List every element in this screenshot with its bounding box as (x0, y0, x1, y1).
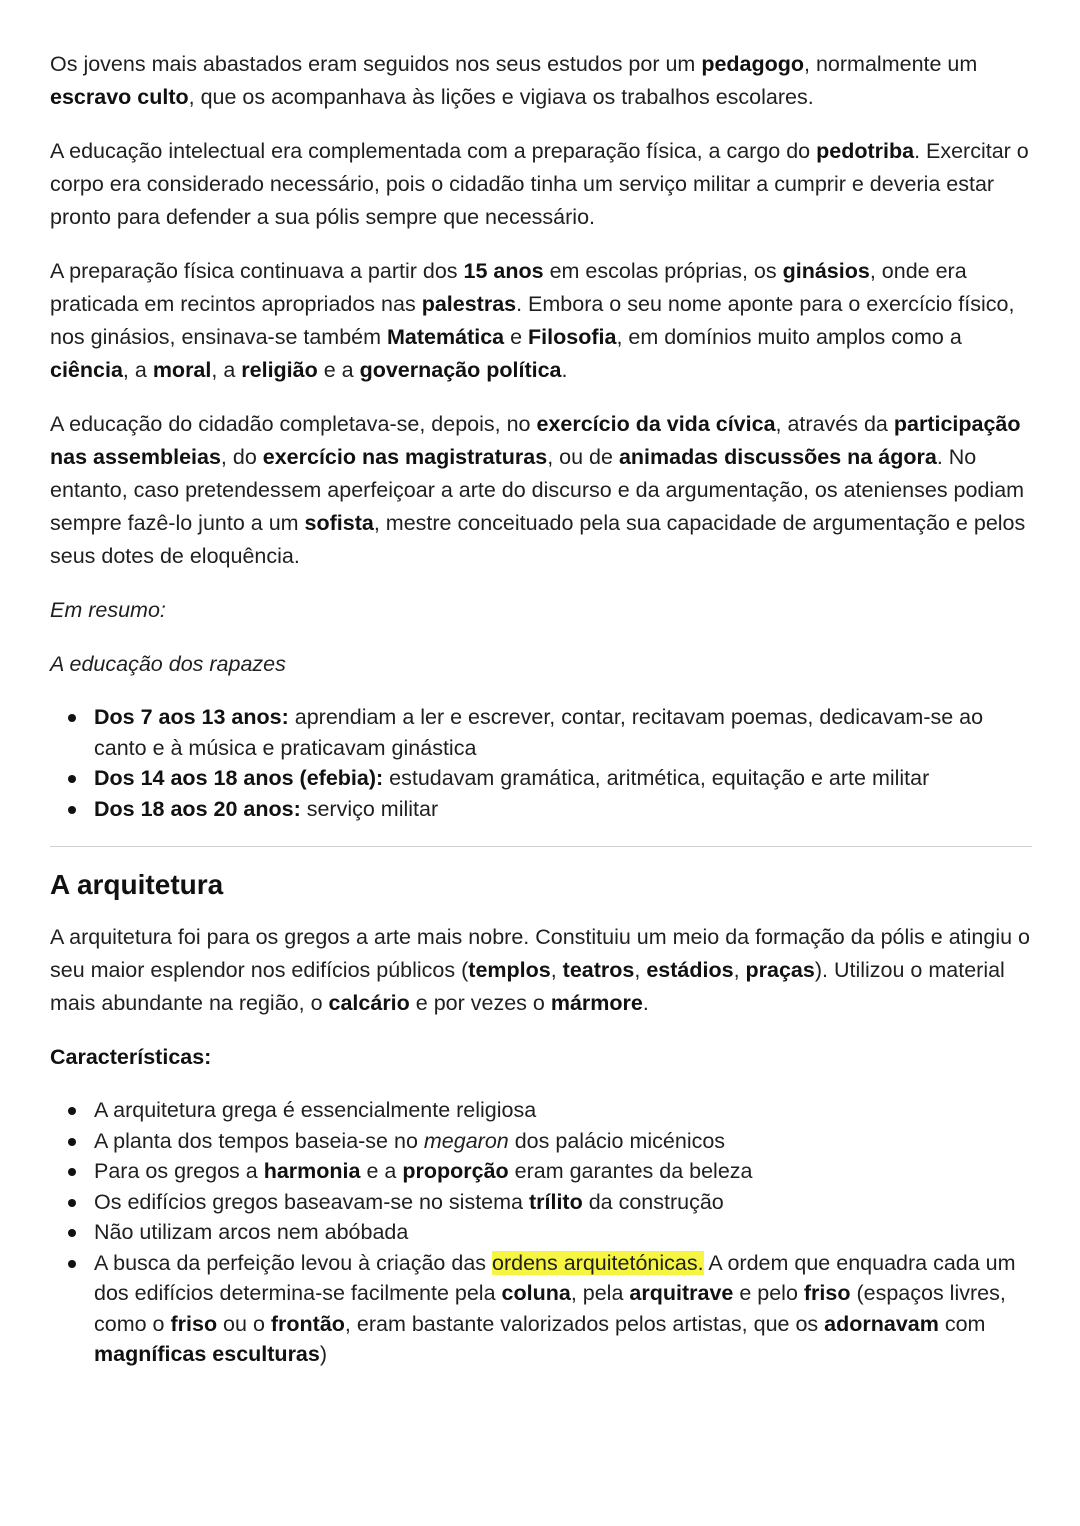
document-page (50, 48, 1032, 1370)
paragraph-pedagogo: Os jovens mais abastados eram seguidos nos seus estudos por um pedagogo, normalmente um escravo culto, que os acompanhava às lições e vigiava os trabalhos escolares. (50, 52, 978, 109)
list-item: A busca da perfeição levou à criação das ordens arquitetónicas. A ordem que enquadra cada um dos edifícios determina-se facilmente pela coluna, pela arquitrave e pelo friso (espaços livres, como o friso ou o frontão, eram bastante valorizados pelos artistas, que os adornavam com magníficas esculturas) (94, 1248, 1032, 1370)
highlighted-text: ordens arquitetónicas. (492, 1250, 704, 1275)
list-item: Dos 14 aos 18 anos (efebia): estudavam gramática, aritmética, equitação e arte militar (94, 763, 1032, 794)
list-item: A arquitetura grega é essencialmente religiosa (94, 1095, 1032, 1126)
section-paragraph: A arquitetura foi para os gregos a arte mais nobre. Constituiu um meio da formação da pólis e atingiu o seu maior esplendor nos edifícios públicos (templos, teatros, estádios, praças). Utilizou o material mais abundante na região, o calcário e por vezes o mármore. (50, 925, 1030, 1015)
paragraph-pedotriba: A educação intelectual era complementada com a preparação física, a cargo do pedotriba. Exercitar o corpo era considerado necessário, pois o cidadão tinha um serviço militar a cumprir e deveria estar pronto para defender a sua pólis sempre que necessário. (50, 139, 1029, 229)
list-item: Dos 18 aos 20 anos: serviço militar (94, 794, 1032, 825)
features-label: Características: (50, 1045, 212, 1069)
paragraph-ginasios: A preparação física continuava a partir dos 15 anos em escolas próprias, os ginásios, onde era praticada em recintos apropriados nas palestras. Embora o seu nome aponte para o exercício físico, nos ginásios, ensinava-se também Matemática e Filosofia, em domínios muito amplos como a ciência, a moral, a religião e a governação política. (50, 259, 1015, 382)
list-item: Os edifícios gregos baseavam-se no sistema trílito da construção (94, 1187, 1032, 1218)
section-title: A arquitetura (50, 869, 224, 900)
list-item: Dos 7 aos 13 anos: aprendiam a ler e escrever, contar, recitavam poemas, dedicavam-se ao canto e à música e praticavam ginástica (94, 702, 1032, 763)
summary-list (50, 702, 1032, 824)
list-item: Para os gregos a harmonia e a proporção eram garantes da beleza (94, 1156, 1032, 1187)
summary-subtitle: A educação dos rapazes (50, 652, 286, 676)
summary-label: Em resumo: (50, 598, 166, 622)
list-item: Não utilizam arcos nem abóbada (94, 1217, 1032, 1248)
paragraph-vida-civica: A educação do cidadão completava-se, depois, no exercício da vida cívica, através da participação nas assembleias, do exercício nas magistraturas, ou de animadas discussões na ágora. No entanto, caso pretendessem aperfeiçoar a arte do discurso e da argumentação, os atenienses podiam sempre fazê-lo junto a um sofista, mestre conceituado pela sua capacidade de argumentação e pelos seus dotes de eloquência. (50, 412, 1026, 568)
features-list (50, 1095, 1032, 1370)
section-divider (50, 846, 1032, 847)
list-item: A planta dos tempos baseia-se no megaron dos palácio micénicos (94, 1126, 1032, 1157)
